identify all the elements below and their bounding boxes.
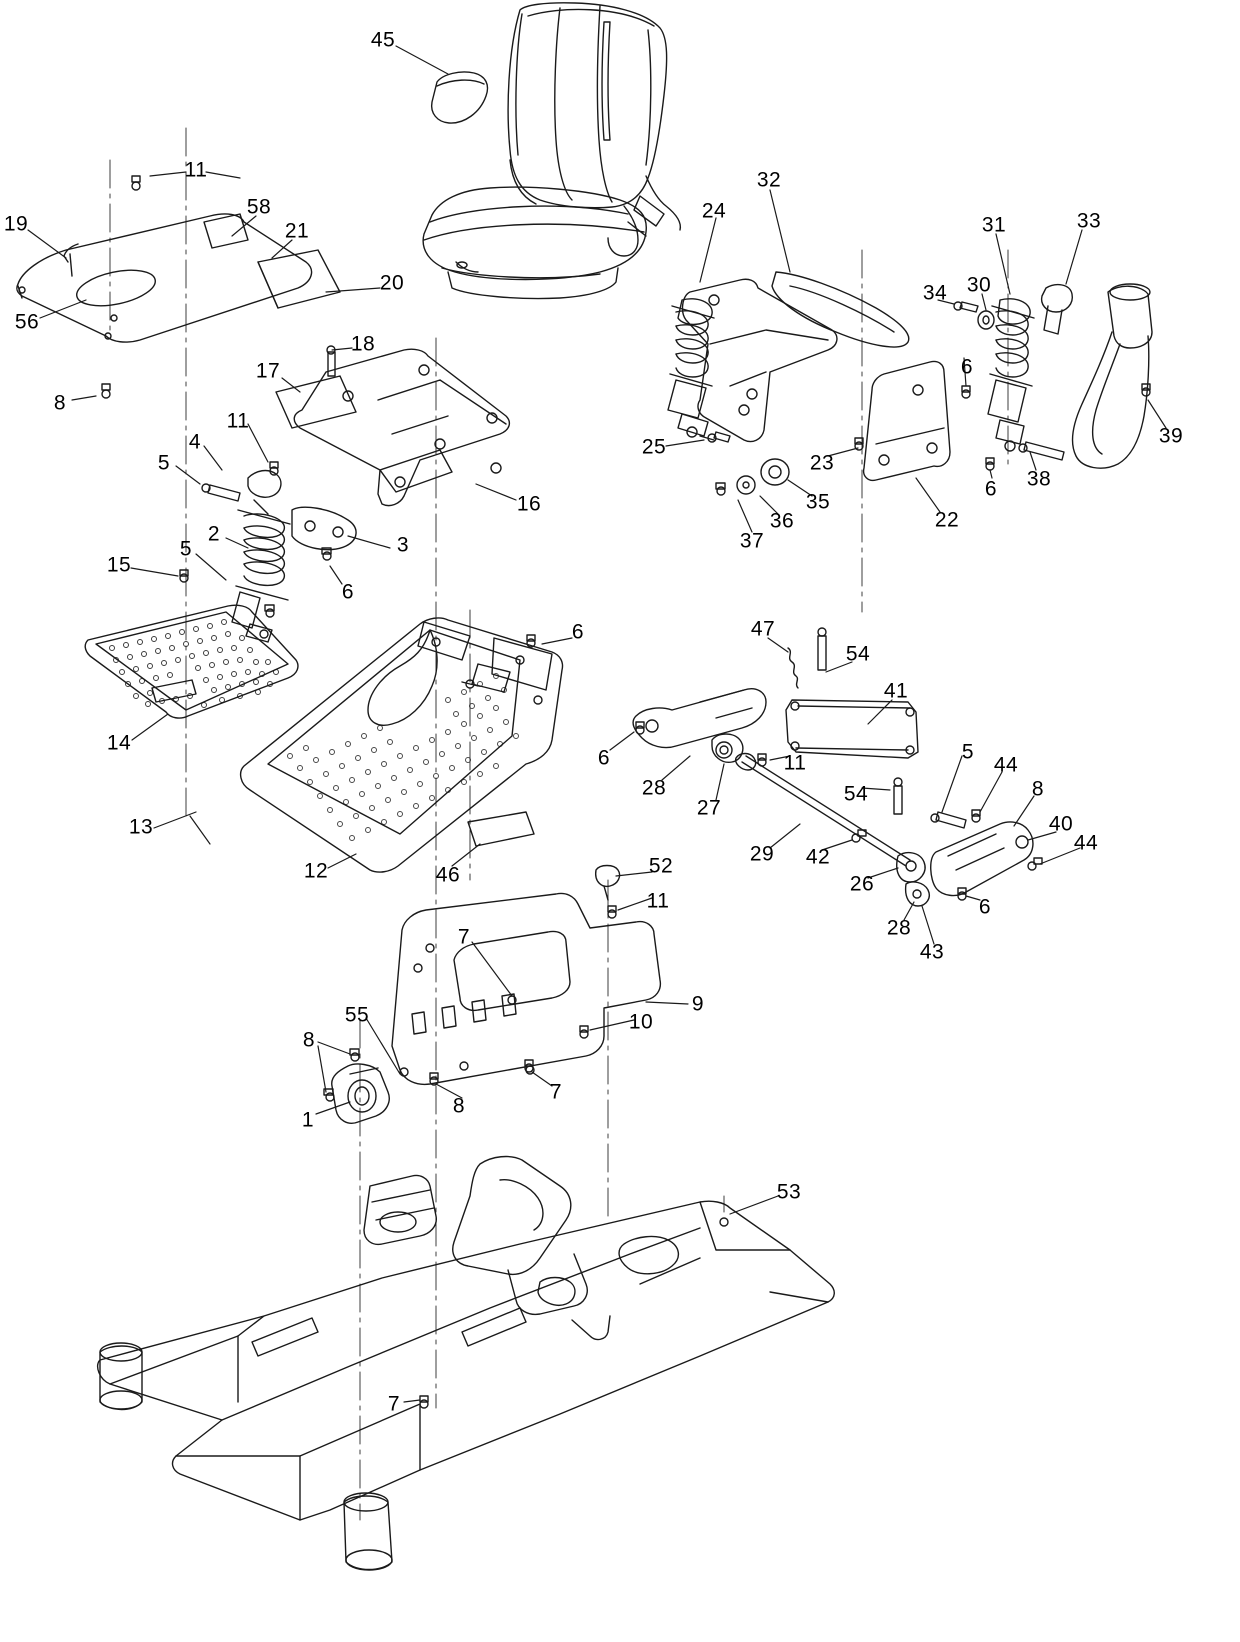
seat-frame-group <box>270 346 509 506</box>
control-linkage-group <box>633 628 1045 906</box>
callout-27: 27 <box>696 796 722 820</box>
callout-41: 41 <box>883 679 909 703</box>
callout-46: 46 <box>435 863 461 887</box>
floor-mat-left <box>85 570 298 718</box>
callout-30: 30 <box>966 273 992 297</box>
callout-23: 23 <box>809 451 835 475</box>
callout-19: 19 <box>3 212 29 236</box>
callout-33: 33 <box>1076 209 1102 233</box>
callout-6-e: 6 <box>597 746 611 770</box>
lower-plate-group <box>324 863 660 1124</box>
main-frame <box>98 1157 835 1570</box>
callout-4: 4 <box>188 430 202 454</box>
callout-24: 24 <box>701 199 727 223</box>
callout-7-b: 7 <box>549 1080 563 1104</box>
callout-5-c: 5 <box>961 740 975 764</box>
callout-8-d: 8 <box>452 1094 466 1118</box>
callout-31: 31 <box>981 213 1007 237</box>
callout-7-a: 7 <box>457 925 471 949</box>
callout-1: 1 <box>301 1108 315 1132</box>
callout-15: 15 <box>106 553 132 577</box>
callout-54-a: 54 <box>845 642 871 666</box>
callout-8-a: 8 <box>53 391 67 415</box>
callout-6-b: 6 <box>571 620 585 644</box>
callout-3: 3 <box>396 533 410 557</box>
callout-20: 20 <box>379 271 405 295</box>
callout-9: 9 <box>691 992 705 1016</box>
callout-7-c: 7 <box>387 1392 401 1416</box>
callout-29: 29 <box>749 842 775 866</box>
callout-12: 12 <box>303 859 329 883</box>
callout-14: 14 <box>106 731 132 755</box>
callout-38: 38 <box>1026 467 1052 491</box>
callout-2: 2 <box>207 522 221 546</box>
callout-32: 32 <box>756 168 782 192</box>
callout-40: 40 <box>1048 812 1074 836</box>
callout-11: 11 <box>184 158 208 182</box>
callout-28-b: 28 <box>886 916 912 940</box>
callout-26: 26 <box>849 872 875 896</box>
right-suspension-group <box>668 272 1152 495</box>
callout-13: 13 <box>128 815 154 839</box>
callout-35: 35 <box>805 490 831 514</box>
callout-37: 37 <box>739 529 765 553</box>
callout-45: 45 <box>370 28 396 52</box>
callout-56: 56 <box>14 310 40 334</box>
callout-44-a: 44 <box>993 753 1019 777</box>
seat-part <box>423 3 680 299</box>
callout-16: 16 <box>516 492 542 516</box>
callout-8-c: 8 <box>302 1028 316 1052</box>
callout-11-c: 11 <box>783 751 807 775</box>
callout-6-c: 6 <box>960 355 974 379</box>
callout-11-b: 11 <box>226 409 250 433</box>
callout-17: 17 <box>255 359 281 383</box>
callout-36: 36 <box>769 509 795 533</box>
callout-47: 47 <box>750 617 776 641</box>
callout-52: 52 <box>648 854 674 878</box>
callout-10: 10 <box>628 1010 654 1034</box>
callout-21: 21 <box>284 219 310 243</box>
callout-42: 42 <box>805 845 831 869</box>
callout-55: 55 <box>344 1003 370 1027</box>
callout-34: 34 <box>922 281 948 305</box>
callout-39: 39 <box>1158 424 1184 448</box>
callout-28-a: 28 <box>641 776 667 800</box>
callout-18: 18 <box>350 332 376 356</box>
callout-43: 43 <box>919 940 945 964</box>
callout-11-d: 11 <box>646 889 670 913</box>
callout-6-a: 6 <box>341 580 355 604</box>
callout-6-f: 6 <box>978 895 992 919</box>
callout-54-b: 54 <box>843 782 869 806</box>
callout-5-b: 5 <box>179 537 193 561</box>
front-shock-group <box>202 471 356 642</box>
callout-6-d: 6 <box>984 477 998 501</box>
callout-5-a: 5 <box>157 451 171 475</box>
callout-44-b: 44 <box>1073 831 1099 855</box>
callout-58: 58 <box>246 195 272 219</box>
foot-platform <box>241 618 563 872</box>
callout-8-b: 8 <box>1031 777 1045 801</box>
callout-25: 25 <box>641 435 667 459</box>
callout-22: 22 <box>934 508 960 532</box>
callout-53: 53 <box>776 1180 802 1204</box>
